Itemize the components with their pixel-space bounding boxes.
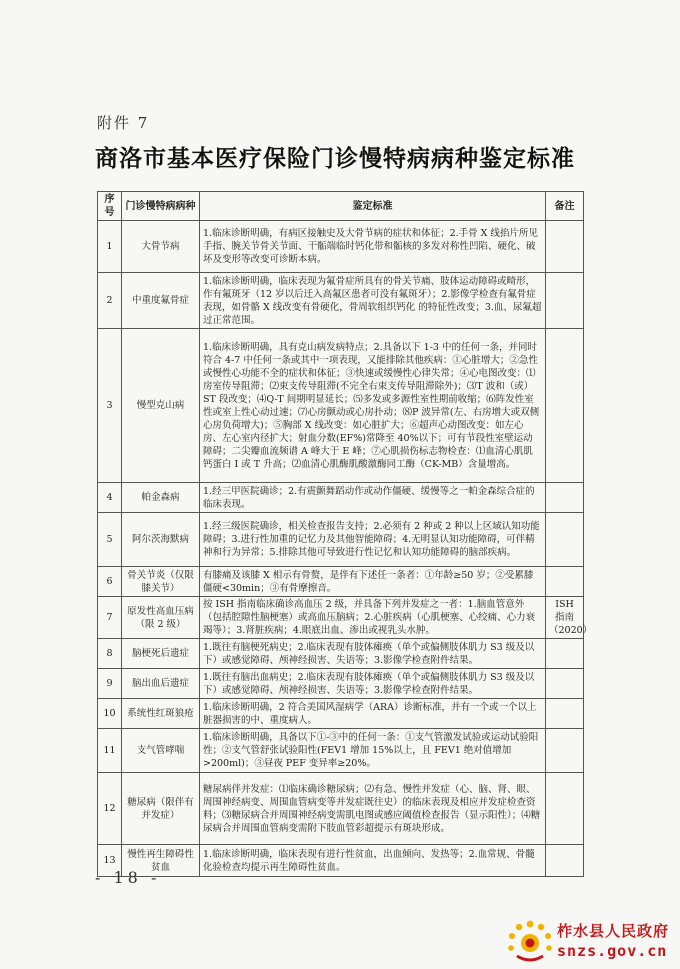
criteria-text: 1.临床诊断明确，临床表现有进行性贫血，出血倾向、发热等；2.血常规、骨髓化验检查均提示再生障碍性贫血。 <box>200 845 546 877</box>
row-number: 12 <box>98 773 122 845</box>
row-number: 13 <box>98 845 122 877</box>
note-cell <box>546 699 584 729</box>
disease-name: 脑出血后遗症 <box>122 669 200 699</box>
row-number: 11 <box>98 729 122 773</box>
row-number: 1 <box>98 221 122 273</box>
note-cell <box>546 329 584 483</box>
row-number: 6 <box>98 567 122 597</box>
table-row <box>98 567 584 597</box>
note-cell <box>546 729 584 773</box>
note-cell <box>546 483 584 513</box>
criteria-table <box>97 191 593 877</box>
table-row <box>98 639 584 669</box>
disease-name: 骨关节炎（仅限膝关节） <box>122 567 200 597</box>
criteria-text: 糖尿病伴并发症：⑴临床确诊糖尿病；⑵有急、慢性并发症（心、脑、肾、眼、周围神经病变、周围血管病变等并发症既往史）的临床表现及相应并发症检查资料；⑶糖尿病合并周围神经病变需肌电图或感应阈值检查报告（显示阳性）；⑷糖尿病合并周围血管病变需附下肢血管彩超提示有斑块形成。 <box>200 773 546 845</box>
criteria-text: 1.既往有脑梗死病史；2.临床表现有肢体瘫痪（单个或偏侧肢体肌力 S3 级及以下）或感觉障碍、颅神经损害、失语等；3.影像学检查附件结果。 <box>200 639 546 669</box>
row-number: 9 <box>98 669 122 699</box>
disease-name: 糖尿病（限伴有并发症） <box>122 773 200 845</box>
disease-name: 大骨节病 <box>122 221 200 273</box>
row-number: 8 <box>98 639 122 669</box>
disease-name: 支气管哮喘 <box>122 729 200 773</box>
note-cell <box>546 567 584 597</box>
table-row <box>98 669 584 699</box>
row-number: 7 <box>98 597 122 639</box>
header-no: 序号 <box>98 192 122 221</box>
note-cell: ISH 指南（2020） <box>546 597 584 639</box>
table-row <box>98 483 584 513</box>
row-number: 5 <box>98 513 122 567</box>
header-note: 备注 <box>546 192 584 221</box>
disease-name: 中重度氟骨症 <box>122 273 200 329</box>
watermark-site-name: 柞水县人民政府 <box>557 922 670 940</box>
table-row <box>98 273 584 329</box>
table-row <box>98 513 584 567</box>
page-number: - 18 - <box>95 868 161 887</box>
criteria-text: 1.经三甲医院确诊；2.有震颤舞蹈动作或动作僵硬、缓慢等之一帕金森综合症的临床表现。 <box>200 483 546 513</box>
table-header-row <box>98 192 584 221</box>
page-title: 商洛市基本医疗保险门诊慢特病病种鉴定标准 <box>95 145 575 172</box>
table-row <box>98 221 584 273</box>
row-number: 3 <box>98 329 122 483</box>
row-number: 10 <box>98 699 122 729</box>
table-row <box>98 773 584 845</box>
attachment-label: 附件 7 <box>97 114 150 132</box>
note-cell <box>546 513 584 567</box>
criteria-text: 有膝痛及该膝 X 相示有骨赘，是伴有下述任一条者：①年龄≥50 岁；②受累膝僵硬<30min；③有骨摩擦音。 <box>200 567 546 597</box>
table-row <box>98 329 584 483</box>
criteria-text: 1.临床诊断明确，有病区接触史及大骨节病的症状和体征；2.手骨 X 线掐片所见手指、腕关节骨关节面、干骺端临时钙化带和骺核的多发对称性凹陷、硬化、破坏及变形等改变可诊断本病。 <box>200 221 546 273</box>
criteria-text: 1.既往有脑出血病史；2.临床表现有肢体瘫痪（单个或偏侧肢体肌力 S3 级及以下）或感觉障碍、颅神经损害、失语等；3.影像学检查附件结果。 <box>200 669 546 699</box>
note-cell <box>546 273 584 329</box>
header-criteria: 鉴定标准 <box>200 192 546 221</box>
criteria-text: 1.临床诊断明确，2 符合美国风湿病学（ARA）诊断标准，并有一个或一个以上脏器损害的中、重度病人。 <box>200 699 546 729</box>
note-cell <box>546 639 584 669</box>
table-row <box>98 699 584 729</box>
table-row <box>98 597 584 639</box>
note-cell <box>546 845 584 877</box>
table-row <box>98 729 584 773</box>
government-logo-icon <box>507 918 553 964</box>
disease-name: 系统性红斑狼疮 <box>122 699 200 729</box>
row-number: 4 <box>98 483 122 513</box>
criteria-text: 1.临床诊断明确，具有克山病发病特点；2.具备以下 1-3 中的任何一条，并同时符合 4-7 中任何一条或其中一项表现，又能排除其他疾病：①心脏增大；②急性或慢性心功能不全的症状和体征；③快速或缓慢性心律失常；④心电图改变：⑴房室传导阻滞；⑵束支传导阻滞(不完全右束支传导阻滞除外)；⑶T 波和（或）ST 段改变；⑷Q-T 间期明显延长；⑸多发或多源性室性期前收缩；⑹阵发性室性或室上性心动过速；⑺心房颤动或心房扑动；⑻P 波异常(左、右房增大或双侧心房负荷增大)；⑤胸部 X 线改变：如心脏扩大；⑥超声心动图改变：如左心房、左心室内径扩大；射血分数(EF%)常降至 40%以下；可有节段性室壁运动障碍；二尖瓣血流频谱 A 峰大于 E 峰；⑦心肌损伤标志物检查：⑴血清心肌肌钙蛋白 I 或 T 升高；⑵血清心肌酶肌酸激酶同工酶（CK-MB）含量增高。 <box>200 329 546 483</box>
criteria-text: 1.经三级医院确诊，相关检查报告支持；2.必须有 2 种或 2 种以上区域认知功能障碍；3.进行性加重的记忆力及其他智能障碍；4.无明显认知功能障碍，可伴精神和行为异常；5.排除其他可导致进行性记忆和认知功能障碍的脑部疾病。 <box>200 513 546 567</box>
disease-name: 帕金森病 <box>122 483 200 513</box>
criteria-text: 按 ISH 指南临床确诊高血压 2 级，并具备下列并发症之一者：1.脑血管意外（包括腔隙性脑梗塞）或高血压脑病；2.心脏疾病（心肌梗塞、心绞痛、心力衰竭等）；3.肾脏疾病；4.眼底出血、渗出或视乳头水肿。 <box>200 597 546 639</box>
disease-name: 原发性高血压病（限 2 级） <box>122 597 200 639</box>
note-cell <box>546 669 584 699</box>
note-cell <box>546 773 584 845</box>
disease-name: 慢性再生障碍性贫血 <box>122 845 200 877</box>
row-number: 2 <box>98 273 122 329</box>
disease-name: 脑梗死后遗症 <box>122 639 200 669</box>
criteria-text: 1.临床诊断明确，具备以下①-③中的任何一条：①支气管激发试验或运动试验阳性；②支气管舒张试验阳性(FEV1 增加 15%以上，且 FEV1 绝对值增加>200ml)；③昼夜 PEF 变异率≥20%。 <box>200 729 546 773</box>
criteria-text: 1.临床诊断明确，临床表现为氟骨症所具有的骨关节痛、肢体运动障碍或畸形，作有氟斑牙（12 岁以后迁入高氟区患者可没有氟斑牙）；2.影像学检查有氟骨症表现，如骨骼 X 线改变有骨硬化，骨周软组织钙化 的特征性改变；3.血、尿氟超过正常范围。 <box>200 273 546 329</box>
header-disease: 门诊慢特病病种 <box>122 192 200 221</box>
disease-name: 慢型克山病 <box>122 329 200 483</box>
note-cell <box>546 221 584 273</box>
watermark-site-url[interactable]: snzs.gov.cn <box>557 942 668 960</box>
government-watermark[interactable] <box>507 918 677 966</box>
disease-name: 阿尔茨海默病 <box>122 513 200 567</box>
table-row <box>98 845 584 877</box>
